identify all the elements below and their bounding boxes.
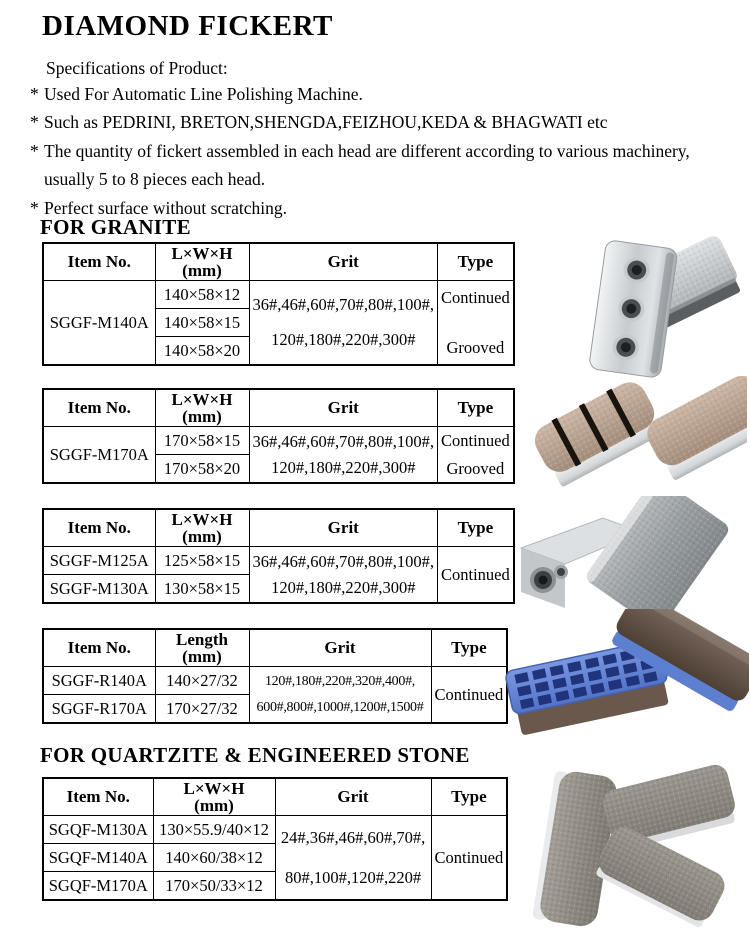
col-header-grit: Grit <box>249 629 431 667</box>
type-value-continued: Continued <box>441 430 510 450</box>
size-cell: 140×58×20 <box>155 337 249 366</box>
resin-fickerts-illustration <box>493 609 749 745</box>
bullet-text: The quantity of fickert assembled in each head are different according to various machinery, usually 5 to 8 pieces each head. <box>44 140 690 190</box>
grit-lines <box>253 284 435 362</box>
type-values <box>441 429 510 481</box>
size-header-line2: (mm) <box>194 796 234 815</box>
bullet-text: Such as PEDRINI, BRETON,SHENGDA,FEIZHOU,KEDA & BHAGWATI etc <box>44 112 608 133</box>
col-header-type: Type <box>438 509 514 547</box>
size-header-line2: (mm) <box>182 527 222 546</box>
type-value-grooved: Grooved <box>446 458 505 478</box>
grit-line: 80#,100#,120#,220# <box>284 867 422 887</box>
col-header-size <box>155 243 249 281</box>
item-no-cell: SGGF-M140A <box>43 281 155 366</box>
size-cell: 170×58×20 <box>155 455 249 484</box>
item-no-cell: SGGF-R170A <box>43 695 155 724</box>
grit-cell <box>249 281 438 366</box>
size-cell: 170×58×15 <box>155 427 249 455</box>
bullet-marker: * <box>30 140 39 161</box>
item-no-cell: SGQF-M140A <box>43 844 153 872</box>
table-header-row <box>43 389 514 427</box>
table-row <box>43 427 514 455</box>
col-header-grit: Grit <box>249 509 438 547</box>
col-header-size <box>155 389 249 427</box>
size-header-line2: (mm) <box>182 407 222 426</box>
col-header-grit: Grit <box>249 243 438 281</box>
type-cell: Continued <box>431 667 507 724</box>
type-cell <box>438 427 514 484</box>
quartzite-table <box>42 777 508 901</box>
grit-line: 36#,46#,60#,70#,80#,100#, <box>252 431 434 451</box>
table-row <box>43 816 507 844</box>
grit-cell <box>249 667 431 724</box>
list-item <box>30 80 736 108</box>
item-no-cell: SGGF-M130A <box>43 575 155 604</box>
grit-line: 120#,180#,220#,300# <box>271 330 416 349</box>
granite-table-m170a <box>42 388 515 484</box>
col-header-type: Type <box>431 778 507 816</box>
grit-cell <box>249 427 438 484</box>
table-header-row <box>43 243 514 281</box>
grit-line: 600#,800#,1000#,1200#,1500# <box>256 699 424 715</box>
grit-line: 120#,180#,220#,300# <box>271 577 416 597</box>
col-header-size <box>153 778 275 816</box>
product-photo-tan-fickerts <box>504 376 747 501</box>
size-header-line2: (mm) <box>182 647 222 666</box>
list-item <box>30 137 736 194</box>
specs-heading: Specifications of Product: <box>46 58 228 78</box>
item-no-cell: SGGF-R140A <box>43 667 155 695</box>
col-header-item-no: Item No. <box>43 778 153 816</box>
size-cell: 170×27/32 <box>155 695 249 724</box>
table-row <box>43 281 514 309</box>
grit-line: 36#,46#,60#,70#,80#,100#, <box>252 295 434 314</box>
grit-cell <box>249 547 438 604</box>
bullet-marker: * <box>30 112 39 133</box>
page-title: DIAMOND FICKERT <box>42 10 333 42</box>
product-photo-resin-fickerts <box>493 609 749 750</box>
grit-lines <box>253 549 435 601</box>
table-header-row <box>43 509 514 547</box>
type-values <box>441 284 510 362</box>
item-no-cell: SGGF-M125A <box>43 547 155 575</box>
grit-line: 36#,46#,60#,70#,80#,100#, <box>252 551 434 571</box>
size-cell: 140×58×15 <box>155 309 249 337</box>
size-header-line1: Length <box>176 629 228 649</box>
bracket-fickert-illustration <box>503 496 749 622</box>
size-header-line2: (mm) <box>182 261 222 280</box>
abrasive-slab <box>584 496 732 622</box>
bullet-marker: * <box>30 197 39 218</box>
type-cell: Continued <box>431 816 507 901</box>
size-header-line1: L×W×H <box>171 243 233 263</box>
col-header-item-no: Item No. <box>43 389 155 427</box>
item-no-cell: SGQF-M170A <box>43 872 153 901</box>
size-cell: 125×58×15 <box>155 547 249 575</box>
grit-line: 120#,180#,220#,300# <box>271 457 416 477</box>
grit-lines <box>253 429 435 481</box>
section-heading-granite: FOR GRANITE <box>40 215 191 239</box>
grit-line: 120#,180#,220#,320#,400#, <box>264 673 415 689</box>
size-cell: 130×58×15 <box>155 575 249 604</box>
grit-lines <box>253 669 428 721</box>
col-header-size <box>155 629 249 667</box>
grooved-fickert <box>528 376 666 489</box>
size-header-line1: L×W×H <box>171 509 233 529</box>
size-header-line1: L×W×H <box>183 778 245 798</box>
col-header-type: Type <box>438 243 514 281</box>
size-cell: 140×60/38×12 <box>153 844 275 872</box>
product-photo-quartzite-fickerts <box>519 757 749 933</box>
spec-bullet-list <box>30 80 736 222</box>
bullet-text: Perfect surface without scratching. <box>44 197 287 218</box>
type-cell <box>438 281 514 366</box>
type-value-grooved: Grooved <box>446 337 505 357</box>
granite-table-m125a-m130a <box>42 508 515 604</box>
tan-fickerts-illustration <box>504 376 747 496</box>
granite-table-r140a-r170a <box>42 628 508 724</box>
type-value-continued: Continued <box>441 287 510 307</box>
grit-cell <box>275 816 431 901</box>
metal-fickert-illustration <box>538 228 744 378</box>
col-header-size <box>155 509 249 547</box>
col-header-item-no: Item No. <box>43 509 155 547</box>
col-header-type: Type <box>438 389 514 427</box>
item-no-cell: SGGF-M170A <box>43 427 155 484</box>
granite-table-m140a <box>42 242 515 366</box>
bullet-text: Used For Automatic Line Polishing Machine. <box>44 84 363 104</box>
size-cell: 130×55.9/40×12 <box>153 816 275 844</box>
quartzite-fickerts-illustration <box>519 757 749 932</box>
table-header-row <box>43 629 507 667</box>
col-header-item-no: Item No. <box>43 629 155 667</box>
continuous-fickert <box>641 376 747 483</box>
list-item <box>30 108 736 136</box>
product-photo-bracket-fickert <box>503 496 749 627</box>
size-cell: 140×58×12 <box>155 281 249 309</box>
item-no-cell: SGQF-M130A <box>43 816 153 844</box>
grit-lines <box>279 818 428 898</box>
size-cell: 140×27/32 <box>155 667 249 695</box>
table-row <box>43 667 507 695</box>
grit-line: 24#,36#,46#,60#,70#, <box>280 827 426 847</box>
col-header-grit: Grit <box>275 778 431 816</box>
table-header-row <box>43 778 507 816</box>
bullet-marker: * <box>30 84 39 104</box>
table-row <box>43 547 514 575</box>
size-cell: 170×50/33×12 <box>153 872 275 901</box>
col-header-grit: Grit <box>249 389 438 427</box>
section-heading-quartzite: FOR QUARTZITE & ENGINEERED STONE <box>40 743 470 767</box>
col-header-item-no: Item No. <box>43 243 155 281</box>
size-header-line1: L×W×H <box>171 389 233 409</box>
col-header-type: Type <box>431 629 507 667</box>
aluminum-holder <box>589 240 678 378</box>
type-cell: Continued <box>438 547 514 604</box>
product-photo-metal-fickert <box>538 228 744 383</box>
